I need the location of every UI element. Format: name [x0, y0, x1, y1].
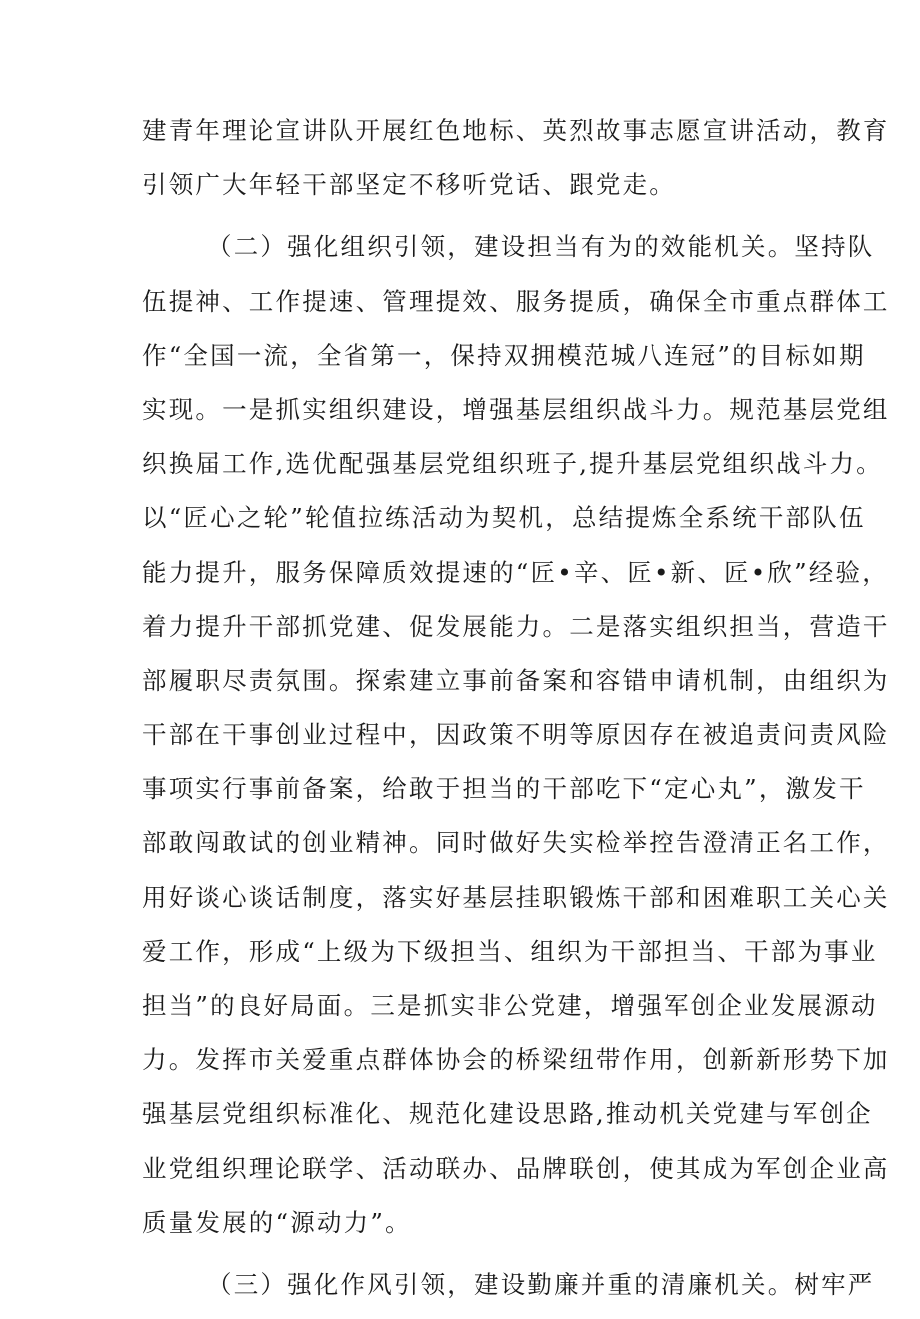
text-line-1: 建青年理论宣讲队开展红色地标、英烈故事志愿宣讲活动，教育 — [142, 116, 890, 145]
text-line-21: 质量发展的“源动力”。 — [142, 1207, 412, 1237]
text-line-11: 部履职尽责氛围。探索建立事前备案和容错申请机制，由组织为 — [142, 665, 890, 695]
document-body — [142, 111, 890, 1319]
text-line-13: 事项实行事前备案，给敢于担当的干部吃下“定心丸”，激发干 — [142, 774, 866, 804]
text-line-20: 业党组织理论联学、活动联办、品牌联创，使其成为军创企业高 — [142, 1153, 890, 1183]
text-line-9: 能力提升，服务保障质效提速的“匠•辛、匠•新、匠•欣”经验， — [142, 557, 889, 587]
text-line-4: 伍提神、工作提速、管理提效、服务提质，确保全市重点群体工 — [142, 286, 890, 316]
text-line-15: 用好谈心谈话制度，落实好基层挂职锻炼干部和困难职工关心关 — [142, 882, 890, 912]
text-line-18: 力。发挥市关爱重点群体协会的桥梁纽带作用，创新新形势下加 — [142, 1045, 890, 1075]
text-line-14: 部敢闯敢试的创业精神。同时做好失实检举控告澄清正名工作， — [142, 828, 890, 858]
text-line-6: 实现。一是抓实组织建设，增强基层组织战斗力。规范基层党组 — [142, 394, 890, 424]
section-heading-line-2: （二）强化组织引领，建设担当有为的效能机关。坚持队 — [207, 232, 875, 262]
text-line-12: 干部在干事创业过程中，因政策不明等原因存在被追责问责风险 — [142, 720, 890, 750]
section-heading-line-3: （三）强化作风引领，建设勤廉并重的清廉机关。树牢严 — [207, 1269, 875, 1299]
text-line-19: 强基层党组织标准化、规范化建设思路,推动机关党建与军创企 — [142, 1099, 873, 1129]
text-line-17: 担当”的良好局面。三是抓实非公党建，增强军创企业发展源动 — [142, 991, 878, 1020]
text-line-2: 引领广大年轻干部坚定不移听党话、跟党走。 — [142, 170, 676, 200]
text-line-8: 以“匠心之轮”轮值拉练活动为契机，总结提炼全系统干部队伍 — [142, 503, 866, 533]
text-line-7: 织换届工作,选优配强基层党组织班子,提升基层党组织战斗力。 — [142, 449, 883, 479]
text-line-10: 着力提升干部抓党建、促发展能力。二是落实组织担当，营造干 — [142, 611, 890, 641]
text-line-16: 爱工作，形成“上级为下级担当、组织为干部担当、干部为事业 — [142, 936, 878, 966]
text-line-5: 作“全国一流，全省第一，保持双拥模范城八连冠”的目标如期 — [142, 340, 866, 370]
